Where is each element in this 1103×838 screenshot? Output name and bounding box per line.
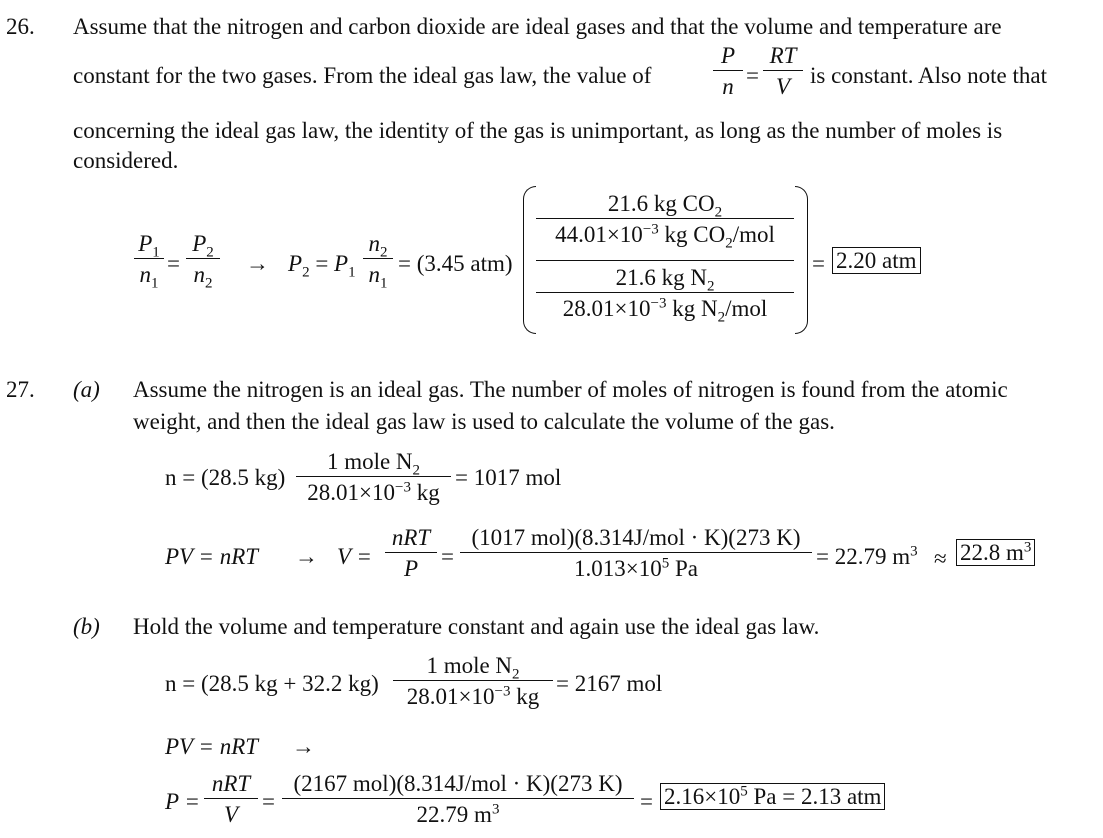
moles-lhs-b: n = (28.5 kg + 32.2 kg) bbox=[165, 671, 379, 696]
problem-26-text-line-2b: is constant. Also note that bbox=[810, 63, 1048, 88]
answer-26-box: 2.20 atm bbox=[832, 247, 921, 274]
main-fraction-bar bbox=[536, 260, 794, 261]
part-a-text-line-1: Assume the nitrogen is an ideal gas. The number of moles of nitrogen is found from the atomic bbox=[133, 377, 1008, 402]
arrow-symbol: → bbox=[295, 544, 318, 569]
co2-mole-fraction: 21.6 kg $CO_2$ $44.01\times 10^{-3}$ kg $CO_2$/mol bbox=[536, 192, 794, 246]
right-parenthesis bbox=[795, 186, 808, 334]
equals-sign: = bbox=[812, 251, 825, 276]
part-b-label: (b) bbox=[73, 614, 100, 639]
ideal-gas-law-b: PV = nRT bbox=[165, 734, 259, 759]
volume-equals: V = bbox=[337, 544, 372, 569]
moles-result-a: = 1017 mol bbox=[455, 465, 562, 490]
left-parenthesis bbox=[523, 186, 536, 334]
problem-26-text-line-2a: constant for the two gases. From the ideal gas law, the value of bbox=[73, 63, 652, 88]
p1-over-n1: $P_1$ $n_1$ bbox=[134, 232, 164, 286]
ratio-rt-over-v: RT V bbox=[763, 44, 803, 98]
problem-27-number: 27. bbox=[6, 377, 35, 402]
part-b-text-line-1: Hold the volume and temperature constant and again use the ideal gas law. bbox=[133, 614, 820, 639]
equals-sign: = bbox=[640, 789, 653, 814]
problem-26-text-line-4: considered. bbox=[73, 148, 179, 173]
part-a-label: (a) bbox=[73, 377, 100, 402]
equals-sign: = bbox=[746, 63, 759, 88]
n2-over-n1: $n_2$ $n_1$ bbox=[363, 232, 393, 286]
p2-over-n2: $P_2$ $n_2$ bbox=[186, 232, 220, 286]
part-a-text-line-2: weight, and then the ideal gas law is used to calculate the volume of the gas. bbox=[133, 409, 835, 434]
arrow-symbol: → bbox=[246, 251, 269, 276]
nrt-over-p: nRT P bbox=[385, 526, 437, 580]
volume-calculation: (1017 mol)(8.314J/mol · K)(273 K) $1.013\times 10^5$ Pa bbox=[460, 526, 812, 580]
equals-sign: = bbox=[441, 544, 454, 569]
moles-result-b: = 2167 mol bbox=[556, 671, 663, 696]
pressure-equals: P = bbox=[165, 789, 200, 814]
ideal-gas-law-a: PV = nRT bbox=[165, 544, 259, 569]
arrow-symbol: → bbox=[292, 734, 315, 759]
p2-equals-p1: $P_2 = P_1$ bbox=[288, 251, 356, 281]
problem-26-text-line-3: concerning the ideal gas law, the identity of the gas is unimportant, as long as the number of moles is bbox=[73, 118, 1003, 143]
moles-fraction-b: 1 mole $N_2$ $28.01\times 10^{-3}$ kg bbox=[393, 654, 553, 708]
ratio-p-over-n: P n bbox=[713, 44, 743, 98]
n2-mole-fraction: 21.6 kg $N_2$ $28.01\times 10^{-3}$ kg $N_2$/mol bbox=[536, 266, 794, 320]
answer-27b-box: $2.16\times 10^5$ Pa = 2.13 atm bbox=[660, 783, 885, 810]
pressure-calculation: (2167 mol)(8.314J/mol · K)(273 K) 22.79 $m^3$ bbox=[282, 772, 634, 826]
problem-26-number: 26. bbox=[6, 14, 35, 39]
moles-fraction-a: 1 mole $N_2$ $28.01\times 10^{-3}$ kg bbox=[296, 450, 451, 504]
approx-symbol: ≈ bbox=[934, 546, 947, 571]
volume-result: = 22.79 $m^3$ bbox=[816, 543, 918, 569]
equals-sign: = bbox=[167, 251, 180, 276]
answer-27a-box: 22.8 $m^3$ bbox=[956, 539, 1035, 566]
moles-lhs-a: n = (28.5 kg) bbox=[165, 465, 286, 490]
equals-sign: = bbox=[262, 789, 275, 814]
problem-26-text-line-1: Assume that the nitrogen and carbon dioxide are ideal gases and that the volume and temperature are bbox=[73, 14, 1002, 39]
pressure-factor: = (3.45 atm) bbox=[398, 251, 513, 276]
nrt-over-v: nRT V bbox=[204, 772, 258, 826]
